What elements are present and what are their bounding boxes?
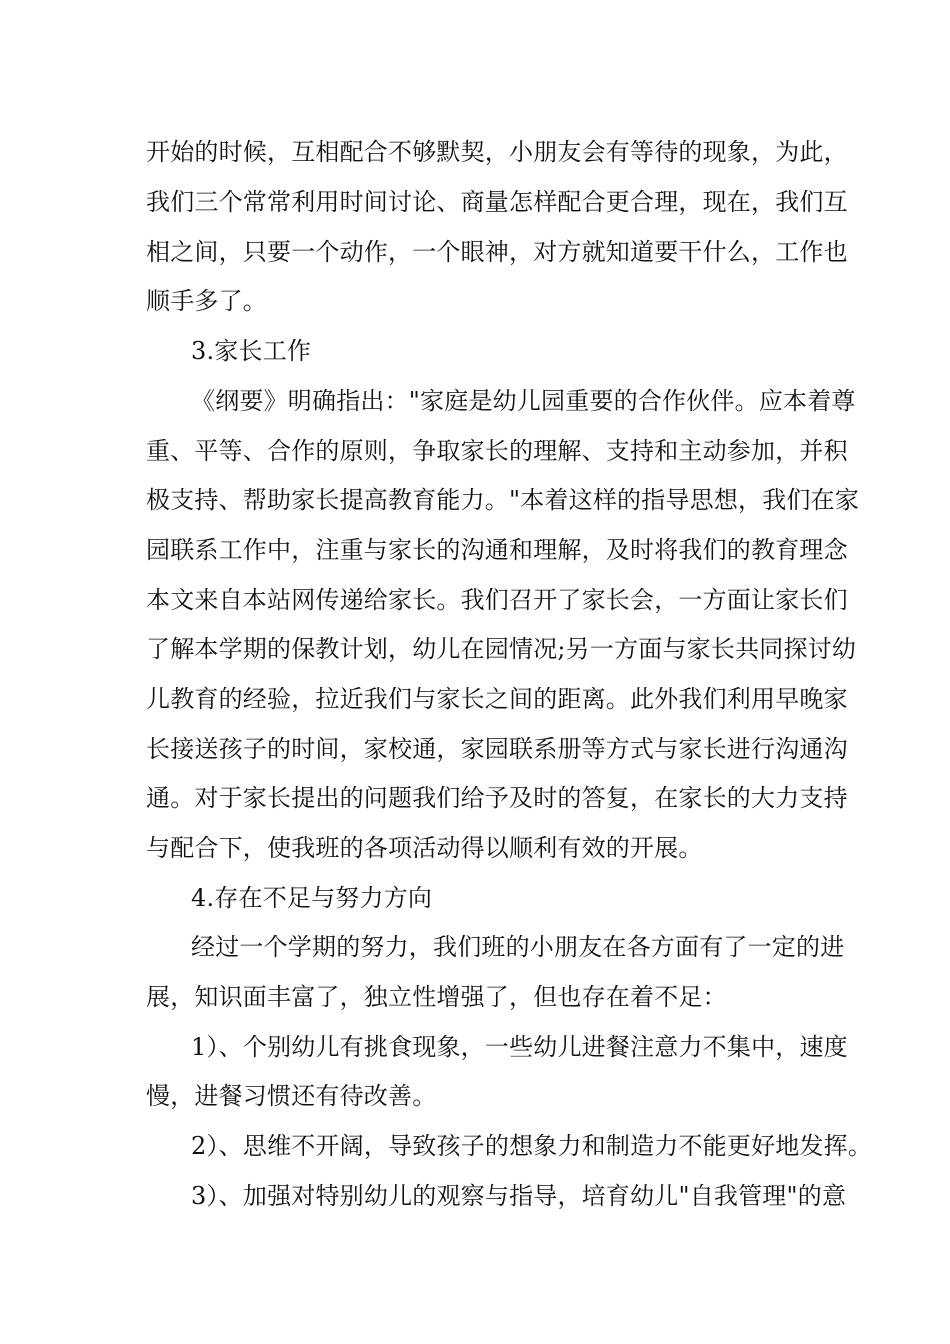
list-item-line: 3）、加强对特别幼儿的观察与指导，培育幼儿"自我管理"的意 (191, 1182, 847, 1210)
section-heading: 3.家长工作 (191, 337, 312, 365)
paragraph-line: 儿教育的经验，拉近我们与家长之间的距离。此外我们利用早晚家 (146, 685, 848, 713)
paragraph-line: 极支持、帮助家长提高教育能力。"本着这样的指导思想，我们在家 (146, 486, 860, 514)
paragraph-line: 《纲要》明确指出："家庭是幼儿园重要的合作伙伴。应本着尊 (191, 387, 856, 415)
list-item-line: 2）、思维不开阔，导致孩子的想象力和制造力不能更好地发挥。 (191, 1132, 873, 1160)
paragraph-line: 园联系工作中，注重与家长的沟通和理解，及时将我们的教育理念 (146, 536, 848, 564)
paragraph-line: 通。对于家长提出的问题我们给予及时的答复，在家长的大力支持 (146, 784, 848, 812)
paragraph-line: 相之间，只要一个动作，一个眼神，对方就知道要干什么，工作也 (146, 238, 848, 266)
paragraph-line: 了解本学期的保教计划，幼儿在园情况;另一方面与家长共同探讨幼 (146, 635, 857, 663)
paragraph-line: 与配合下，使我班的各项活动得以顺利有效的开展。 (146, 834, 703, 862)
paragraph-line: 重、平等、合作的原则，争取家长的理解、支持和主动参加，并积 (146, 437, 848, 465)
section-heading: 4.存在不足与努力方向 (191, 884, 433, 912)
paragraph-line: 本文来自本站网传递给家长。我们召开了家长会，一方面让家长们 (146, 586, 848, 614)
paragraph-line: 我们三个常常利用时间讨论、商量怎样配合更合理，现在，我们互 (146, 188, 848, 216)
paragraph-line: 顺手多了。 (146, 287, 267, 315)
list-item-line: 1）、个别幼儿有挑食现象，一些幼儿进餐注意力不集中，速度 (191, 1033, 848, 1061)
list-item-line: 慢，进餐习惯还有待改善。 (146, 1082, 437, 1110)
paragraph-line: 长接送孩子的时间，家校通，家园联系册等方式与家长进行沟通沟 (146, 735, 848, 763)
paragraph-line: 开始的时候，互相配合不够默契，小朋友会有等待的现象，为此， (146, 138, 848, 166)
paragraph-line: 展，知识面丰富了，独立性增强了，但也存在着不足： (146, 983, 727, 1011)
paragraph-line: 经过一个学期的努力，我们班的小朋友在各方面有了一定的进 (191, 933, 845, 961)
